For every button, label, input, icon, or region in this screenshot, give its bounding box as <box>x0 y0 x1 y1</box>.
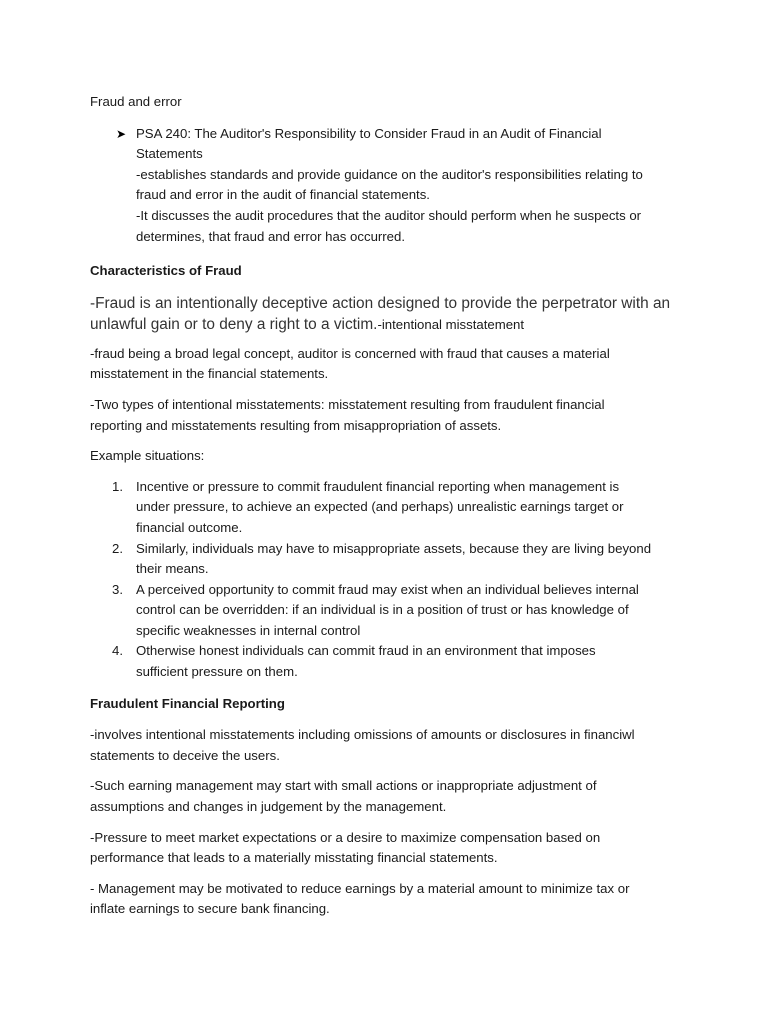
definition-tail: -intentional misstatement <box>377 316 525 332</box>
paragraph <box>90 725 690 766</box>
list-line: under pressure, to achieve an expected (and perhaps) unrealistic earnings target or <box>136 499 624 515</box>
paragraph-line: reporting and misstatements resulting from misappropriation of assets. <box>90 417 502 433</box>
list-item <box>90 477 690 539</box>
list-line: financial outcome. <box>136 519 243 535</box>
psa-line: -It discusses the audit procedures that the auditor should perform when he suspects or <box>136 207 642 223</box>
arrow-bullet-icon: ➤ <box>116 126 127 141</box>
paragraph-line: inflate earnings to secure bank financing. <box>90 901 330 917</box>
ffr-heading: Fraudulent Financial Reporting <box>90 695 285 711</box>
paragraph-line: -Pressure to meet market expectations or a desire to maximize compensation based on <box>90 829 601 845</box>
list-line: A perceived opportunity to commit fraud may exist when an individual believes internal <box>136 581 639 597</box>
list-number: 2. <box>112 540 123 556</box>
list-line: Otherwise honest individuals can commit fraud in an environment that imposes <box>136 643 596 659</box>
characteristics-heading: Characteristics of Fraud <box>90 263 242 279</box>
list-line: their means. <box>136 561 209 577</box>
paragraph-line: -involves intentional misstatements including omissions of amounts or disclosures in financiwl <box>90 727 635 743</box>
list-line: Incentive or pressure to commit fraudulent financial reporting when management is <box>136 478 620 494</box>
document-title: Fraud and error <box>90 94 182 109</box>
paragraph <box>90 776 690 817</box>
paragraph-line: -Two types of intentional misstatements: misstatement resulting from fraudulent financial <box>90 396 605 412</box>
paragraph-line: - Management may be motivated to reduce earnings by a material amount to minimize tax or <box>90 880 630 896</box>
psa-240-bullet <box>90 124 690 248</box>
definition-line: -Fraud is an intentionally deceptive action designed to provide the perpetrator with an <box>90 294 671 312</box>
psa-line: determines, that fraud and error has occurred. <box>136 228 406 244</box>
examples-label: Example situations: <box>90 448 205 464</box>
paragraph <box>90 879 690 920</box>
list-number: 3. <box>112 581 123 597</box>
list-item <box>90 641 690 682</box>
example-list <box>90 477 690 683</box>
list-line: Similarly, individuals may have to misappropriate assets, because they are living beyond <box>136 540 652 556</box>
paragraph <box>90 395 690 436</box>
paragraph-line: -fraud being a broad legal concept, auditor is concerned with fraud that causes a material <box>90 345 610 361</box>
paragraph <box>90 344 690 385</box>
paragraph-line: performance that leads to a materially misstating financial statements. <box>90 850 498 866</box>
paragraph-line: -Such earning management may start with small actions or inappropriate adjustment of <box>90 778 597 794</box>
list-number: 1. <box>112 478 123 494</box>
psa-line: fraud and error in the audit of financial statements. <box>136 187 430 203</box>
list-item <box>90 539 690 580</box>
paragraph-line: misstatement in the financial statements. <box>90 366 329 382</box>
definition-line: unlawful gain or to deny a right to a victim. <box>90 315 378 333</box>
psa-line: -establishes standards and provide guidance on the auditor's responsibilities relating to <box>136 166 643 182</box>
list-line: sufficient pressure on them. <box>136 664 298 680</box>
list-item <box>90 580 690 642</box>
paragraph-line: statements to deceive the users. <box>90 747 280 763</box>
psa-line: Statements <box>136 146 203 162</box>
document-page <box>90 92 690 930</box>
list-line: specific weaknesses in internal control <box>136 622 361 638</box>
paragraph-line: assumptions and changes in judgement by the management. <box>90 799 447 815</box>
list-line: control can be overridden: if an individual is in a position of trust or has knowledge of <box>136 602 629 618</box>
psa-line: PSA 240: The Auditor's Responsibility to Consider Fraud in an Audit of Financial <box>136 125 602 141</box>
paragraph <box>90 828 690 869</box>
fraud-definition <box>90 293 690 335</box>
list-number: 4. <box>112 643 123 659</box>
